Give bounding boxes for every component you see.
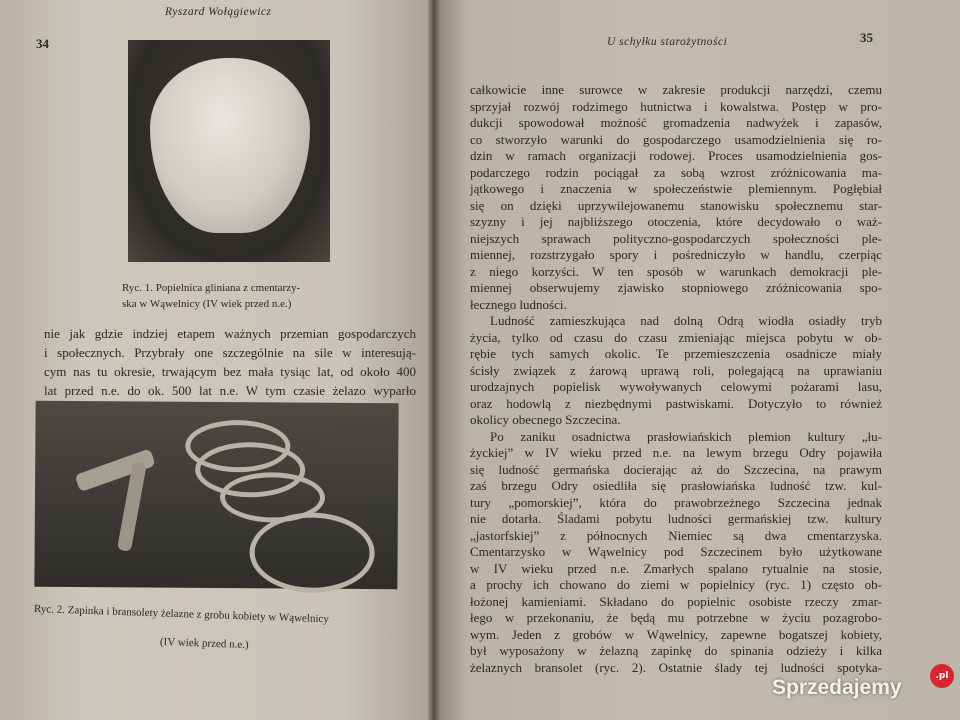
figure-1-caption-line: Ryc. 1. Popielnica gliniana z cmentarzy-	[122, 282, 301, 294]
body-line: życia, tylko od czasu do czasu zmieniając miejsca pobytu w ob-	[470, 330, 882, 345]
body-line: zaś brzegu Odry osiedliła się prasłowiańska ludność tzw. kul-	[470, 478, 882, 493]
body-line: okolicy obecnego Szczecina.	[470, 412, 621, 427]
right-running-head: U schyłku starożytności	[607, 36, 728, 48]
body-line: podarczego rodzin pociągał za sobą wzrost zróżnicowania ma-	[470, 165, 882, 180]
body-line: łecznego ludności.	[470, 297, 567, 312]
body-line: się on dzięki uprzywilejowanemu stanowisku społecznemu star-	[470, 198, 882, 213]
left-page-number: 34	[36, 36, 49, 51]
body-line: łego w przekonaniu, że będą mu potrzebne w życiu pozagrobo-	[470, 610, 882, 625]
body-line: lat przed n.e. do ok. 500 lat n.e. W tym czasie żelazo wyparło	[44, 383, 416, 398]
watermark-logo: Sprzedajemy	[772, 676, 902, 699]
body-line: Po zaniku osadnictwa prasłowiańskich plemion kultury „łu-	[490, 429, 882, 444]
body-line: Ludność zamieszkująca nad dolną Odrą wiodła osiadły tryb	[490, 313, 882, 328]
urn-image	[150, 58, 310, 233]
figure-2-caption-line: (IV wiek przed n.e.)	[159, 636, 249, 652]
left-running-head: Ryszard Wołągiewicz	[165, 6, 272, 18]
body-line: życkiej” w IV wieku przed n.e. na lewym brzegu Odry pojawiła	[470, 445, 882, 460]
body-line: co stworzyło warunki do gospodarczego usamodzielnienia się ro-	[470, 132, 882, 147]
figure-2-caption-line: Ryc. 2. Zapinka i bransolety żelazne z grobu kobiety w Wąwelnicy	[33, 603, 330, 626]
body-line: i społecznych. Przybrały one szczególnie na sile w interesują-	[44, 345, 416, 360]
body-line: łożonej kamieniami. Składano do popielnic osobiste rzeczy zmar-	[470, 594, 882, 609]
body-line: wym. Jeden z grobów w Wąwelnicy, zapewne bogatszej kobiety,	[470, 627, 882, 642]
bracelet-image	[249, 512, 375, 593]
body-line: miennej obserwujemy zjawisko stopniowego zróżnicowania spo-	[470, 280, 882, 295]
body-line: nie dotarła. Śladami pobytu ludności germańskiej tzw. kultury	[470, 511, 882, 526]
body-line: był wyposażony w żelazną zapinkę do spinania odzieży i kilka	[470, 643, 882, 658]
figure-1-urn-photo	[128, 40, 330, 262]
body-line: jątkowego i znaczenia w społeczeństwie plemiennym. Pogłębiał	[470, 181, 882, 196]
body-line: dzin w ramach organizacji rodowej. Proces usamodzielnienia gos-	[470, 148, 882, 163]
body-line: się ludność germańska docierając aż do Szczecina, na prawym	[470, 462, 882, 477]
figure-1-caption-line: ska w Wąwelnicy (IV wiek przed n.e.)	[122, 298, 292, 310]
body-line: z niego korzyści. W ten sposób w warunkach demokracji ple-	[470, 264, 882, 279]
body-line: cym nas tu okresie, trwającym bez mała tysiąc lat, od około 400	[44, 364, 416, 379]
body-line: a prochy ich chowano do ziemi w popielnicy (ryc. 1) często ob-	[470, 577, 882, 592]
right-page-number: 35	[860, 30, 873, 45]
body-line: szyzny i jej najbliższego otoczenia, które decydowało o waż-	[470, 214, 882, 229]
book-gutter	[428, 0, 440, 720]
body-line: całkowicie inne surowce w zakresie produkcji narzędzi, czemu	[470, 82, 882, 97]
body-line: oraz hodowlą z niezbędnymi pastwiskami. Dotyczyło to również	[470, 396, 882, 411]
body-line: Cmentarzysko w Wąwelnicy pod Szczecinem było użytkowane	[470, 544, 882, 559]
body-line: rębie tych samych okolic. Te przemieszczenia osadnicze miały	[470, 346, 882, 361]
body-line: „jastorfskiej” z północnych Niemiec są dwa cmentarzyska.	[470, 528, 882, 543]
body-line: miennej, rozstrzygało spory i pośredniczyło w handlu, czerpiąc	[470, 247, 882, 262]
body-line: sprzyjał rozwój rodzimego hutnictwa i kowalstwa. Postęp w pro-	[470, 99, 882, 114]
body-line: niejszych sprawach polityczno-gospodarczych społeczności ple-	[470, 231, 882, 246]
figure-2-bracelets-photo	[34, 401, 398, 590]
body-line: żelaznych bransolet (ryc. 2). Ostatnie ślady tej ludności spotyka-	[470, 660, 882, 675]
body-line: urodzajnych popielisk wywoływanych celowymi pożarami lasu,	[470, 379, 882, 394]
body-line: nie jak gdzie indziej etapem ważnych przemian gospodarczych	[44, 326, 416, 341]
body-line: ścisły związek z żarową uprawą roli, polegającą na uprawianiu	[470, 363, 882, 378]
body-line: w IV wieku przed n.e. Zmarłych spalano rytualnie na stosie,	[470, 561, 882, 576]
watermark-badge: .pl	[930, 664, 954, 688]
body-line: tury „pomorskiej”, która do prawobrzeżnego Szczecina jednak	[470, 495, 882, 510]
body-line: dukcji spowodował możność gromadzenia nadwyżek i zapasów,	[470, 115, 882, 130]
